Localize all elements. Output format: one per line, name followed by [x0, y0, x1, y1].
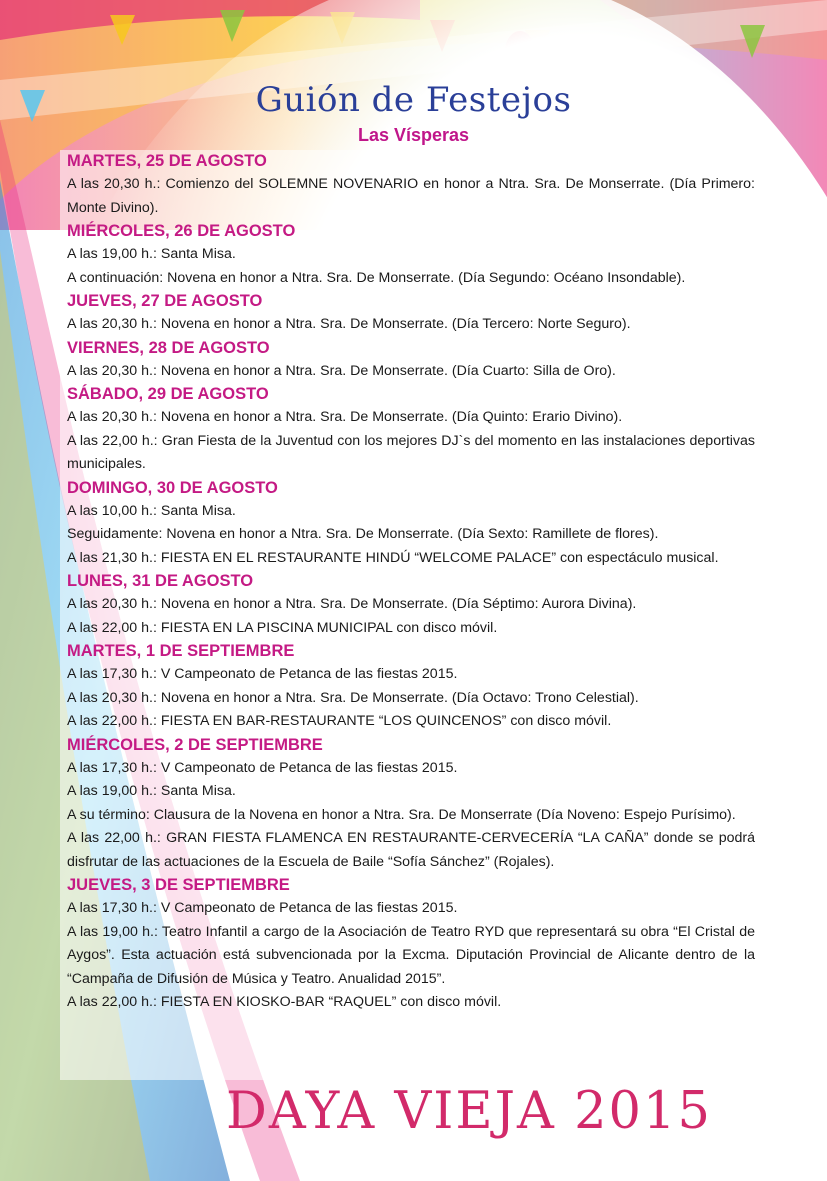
event-line: A las 17,30 h.: V Campeonato de Petanca de las fiestas 2015.: [67, 900, 458, 916]
event-line: A las 20,30 h.: Novena en honor a Ntra. Sra. De Monserrate. (Día Octavo: Trono Celestial).: [67, 689, 639, 706]
event-line: A las 22,00 h.: FIESTA EN LA PISCINA MUNICIPAL con disco móvil.: [67, 619, 498, 636]
event-line: A su término: Clausura de la Novena en honor a Ntra. Sra. De Monserrate (Día Noveno: Espejo Purísimo).: [67, 806, 736, 823]
event-line: A continuación: Novena en honor a Ntra. Sra. De Monserrate. (Día Segundo: Océano Insondable).: [67, 269, 686, 286]
day-heading: MARTES, 1 DE SEPTIEMBRE: [67, 642, 295, 660]
event-line: A las 19,00 h.: Santa Misa.: [67, 246, 236, 262]
event-line: A las 22,00 h.: GRAN FIESTA FLAMENCA EN RESTAURANTE-CERVECERÍA “LA CAÑA” donde se podrá disfrutar de las actuaciones de la Escuela de Baile “Sofía Sánchez” (Rojales).: [67, 830, 755, 870]
event-line: A las 20,30 h.: Novena en honor a Ntra. Sra. De Monserrate. (Día Cuarto: Silla de Oro).: [67, 362, 616, 379]
day-heading: MARTES, 25 DE AGOSTO: [67, 152, 267, 170]
day-heading: JUEVES, 3 DE SEPTIEMBRE: [67, 876, 290, 894]
day-heading: MIÉRCOLES, 2 DE SEPTIEMBRE: [67, 735, 323, 754]
event-line: A las 21,30 h.: FIESTA EN EL RESTAURANTE HINDÚ “WELCOME PALACE” con espectáculo musical.: [67, 549, 719, 566]
day-heading: DOMINGO, 30 DE AGOSTO: [67, 478, 278, 497]
event-line: A las 22,00 h.: FIESTA EN BAR-RESTAURANTE “LOS QUINCENOS” con disco móvil.: [67, 713, 612, 729]
event-line: A las 19,00 h.: Santa Misa.: [67, 783, 236, 799]
day-heading: VIERNES, 28 DE AGOSTO: [67, 338, 270, 357]
event-line: A las 20,30 h.: Comienzo del SOLEMNE NOVENARIO en honor a Ntra. Sra. De Monserrate. (Día Primero: Monte Divino).: [67, 176, 755, 216]
event-line: A las 20,30 h.: Novena en honor a Ntra. Sra. De Monserrate. (Día Quinto: Erario Divino).: [67, 409, 623, 425]
event-line: A las 17,30 h.: V Campeonato de Petanca de las fiestas 2015.: [67, 759, 458, 776]
event-line: Seguidamente: Novena en honor a Ntra. Sra. De Monserrate. (Día Sexto: Ramillete de flores).: [67, 526, 659, 542]
event-line: A las 20,30 h.: Novena en honor a Ntra. Sra. De Monserrate. (Día Séptimo: Aurora Divina).: [67, 596, 637, 612]
event-line: A las 10,00 h.: Santa Misa.: [67, 502, 236, 519]
day-heading: LUNES, 31 DE AGOSTO: [67, 572, 254, 590]
day-heading: MIÉRCOLES, 26 DE AGOSTO: [67, 222, 296, 240]
schedule: [67, 150, 755, 1015]
footer-brand: DAYA VIEJA 2015: [226, 1082, 712, 1141]
day-heading: JUEVES, 27 DE AGOSTO: [67, 292, 263, 310]
event-line: A las 19,00 h.: Teatro Infantil a cargo de la Asociación de Teatro RYD que representará su obra “El Cristal de Aygos”. Esta actuación está subvencionada por la Excma. Diputación Provincial de Alicante dentro de la “Campaña de Difusión de Música y Teatro. Anualidad 2015”.: [67, 923, 755, 987]
page-title: Guión de Festejos: [255, 80, 572, 120]
event-line: A las 22,00 h.: FIESTA EN KIOSKO-BAR “RAQUEL” con disco móvil.: [67, 994, 502, 1010]
event-line: A las 20,30 h.: Novena en honor a Ntra. Sra. De Monserrate. (Día Tercero: Norte Seguro).: [67, 316, 631, 332]
event-line: A las 17,30 h.: V Campeonato de Petanca de las fiestas 2015.: [67, 666, 458, 682]
event-line: A las 22,00 h.: Gran Fiesta de la Juventud con los mejores DJ`s del momento en las instalaciones deportivas municipales.: [67, 432, 755, 472]
day-heading: SÁBADO, 29 DE AGOSTO: [67, 385, 269, 403]
page-subtitle: Las Vísperas: [357, 125, 470, 145]
